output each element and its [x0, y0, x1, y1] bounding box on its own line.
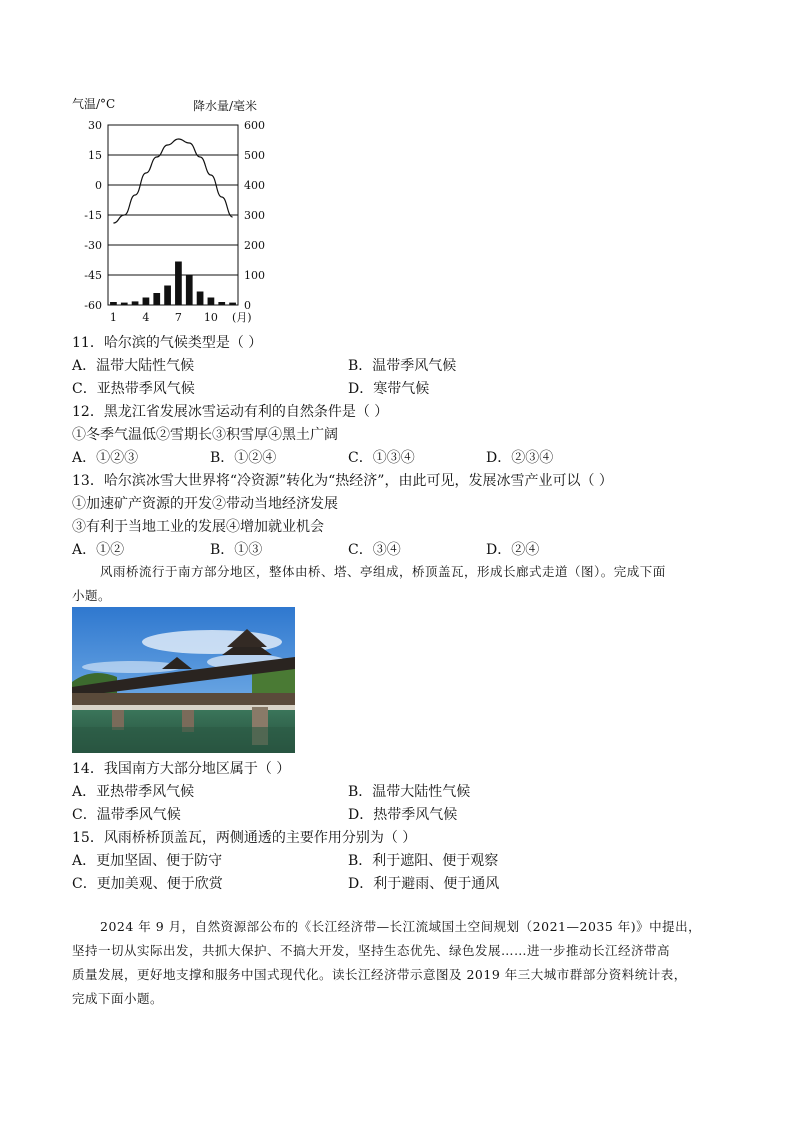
left-tick-label: 30	[88, 119, 102, 132]
passage-1-line-1: 风雨桥流行于南方部分地区，整体由桥、塔、亭组成，桥顶盖瓦，形成长廊式走道（图）。完成下面	[100, 564, 666, 579]
left-tick-label: 0	[95, 179, 102, 192]
question-13-stem: 13．哈尔滨冰雪大世界将“冷资源”转化为“热经济”，由此可见，发展冰雪产业可以（ ）	[72, 473, 613, 489]
q12-option-a[interactable]: A．①②③	[72, 450, 139, 466]
passage-2-line-2: 坚持一切从实际出发，共抓大保护、不搞大开发，坚持生态优先、绿色发展……进一步推动长江经济带高	[72, 943, 671, 958]
temperature-line	[113, 139, 232, 223]
right-tick-label: 0	[244, 299, 251, 312]
q13-statements-2: ③有利于当地工业的发展④增加就业机会	[72, 519, 324, 535]
q11-option-c[interactable]: C．亚热带季风气候	[72, 381, 195, 397]
left-tick-label: -45	[84, 269, 102, 282]
passage-2-line-4: 完成下面小题。	[72, 991, 164, 1006]
x-tick-label: 1	[109, 311, 117, 324]
passage-2-line-3: 质量发展，更好地支撑和服务中国式现代化。读长江经济带示意图及 2019 年三大城市群部分资料统计表，	[72, 967, 687, 982]
precipitation-bar	[132, 301, 139, 305]
q11-option-a[interactable]: A．温带大陆性气候	[72, 358, 195, 374]
q12-option-b[interactable]: B．①②④	[210, 450, 277, 466]
question-12-stem: 12．黑龙江省发展冰雪运动有利的自然条件是（ ）	[72, 404, 389, 420]
precipitation-bar	[164, 286, 171, 306]
q15-option-d[interactable]: D．利于避雨、便于通风	[348, 876, 500, 892]
q13-option-c[interactable]: C．③④	[348, 542, 401, 558]
q12-option-d[interactable]: D．②③④	[486, 450, 554, 466]
right-tick-label: 600	[244, 119, 265, 132]
q15-option-c[interactable]: C．更加美观、便于欣赏	[72, 876, 223, 892]
q13-option-d[interactable]: D．②④	[486, 542, 540, 558]
precipitation-bar	[186, 275, 193, 305]
q14-option-b[interactable]: B．温带大陆性气候	[348, 784, 471, 800]
precipitation-bar	[121, 303, 128, 305]
wind-rain-bridge-photo	[72, 607, 295, 753]
q12-option-c[interactable]: C．①③④	[348, 450, 415, 466]
x-unit-label: (月)	[232, 311, 252, 324]
q11-option-b[interactable]: B．温带季风气候	[348, 358, 457, 374]
q13-statements-1: ①加速矿产资源的开发②带动当地经济发展	[72, 496, 338, 512]
q14-option-c[interactable]: C．温带季风气候	[72, 807, 181, 823]
q13-option-a[interactable]: A．①②	[72, 542, 125, 558]
right-axis-title: 降水量/毫米	[193, 99, 258, 113]
q14-option-a[interactable]: A．亚热带季风气候	[72, 784, 195, 800]
left-tick-label: -15	[84, 209, 102, 222]
q15-option-b[interactable]: B．利于遮阳、便于观察	[348, 853, 499, 869]
precipitation-bar	[197, 292, 204, 306]
precipitation-bar	[208, 298, 215, 306]
q13-option-b[interactable]: B．①③	[210, 542, 263, 558]
q15-option-a[interactable]: A．更加坚固、便于防守	[72, 853, 223, 869]
precipitation-bar	[153, 293, 160, 305]
left-tick-label: -30	[84, 239, 102, 252]
q11-option-d[interactable]: D．寒带气候	[348, 381, 430, 397]
precipitation-bar	[229, 303, 236, 305]
precipitation-bar	[143, 298, 150, 306]
passage-1-line-2: 小题。	[72, 588, 112, 603]
x-tick-label: 7	[174, 311, 182, 324]
precipitation-bar	[110, 302, 117, 305]
q14-option-d[interactable]: D．热带季风气候	[348, 807, 458, 823]
question-11-stem: 11．哈尔滨的气候类型是（ ）	[72, 335, 263, 351]
right-tick-label: 500	[244, 149, 265, 162]
precipitation-bar	[218, 302, 225, 305]
right-tick-label: 300	[244, 209, 265, 222]
left-axis-title: 气温/°C	[72, 97, 116, 111]
left-tick-label: -60	[84, 299, 102, 312]
climate-chart-svg	[60, 110, 270, 335]
q12-statements: ①冬季气温低②雪期长③积雪厚④黑土广阔	[72, 427, 338, 443]
precipitation-bar	[175, 262, 182, 306]
x-tick-label: 10	[203, 311, 218, 324]
right-tick-label: 200	[244, 239, 265, 252]
right-tick-label: 100	[244, 269, 265, 282]
right-tick-label: 400	[244, 179, 265, 192]
passage-2-line-1: 2024 年 9 月，自然资源部公布的《长江经济带—长江流域国土空间规划（2021—2035 年)》中提出，	[100, 919, 702, 934]
question-15-stem: 15．风雨桥桥顶盖瓦，两侧通透的主要作用分别为（ ）	[72, 830, 417, 846]
left-tick-label: 15	[88, 149, 102, 162]
question-14-stem: 14．我国南方大部分地区属于（ ）	[72, 761, 291, 777]
x-tick-label: 4	[142, 311, 150, 324]
